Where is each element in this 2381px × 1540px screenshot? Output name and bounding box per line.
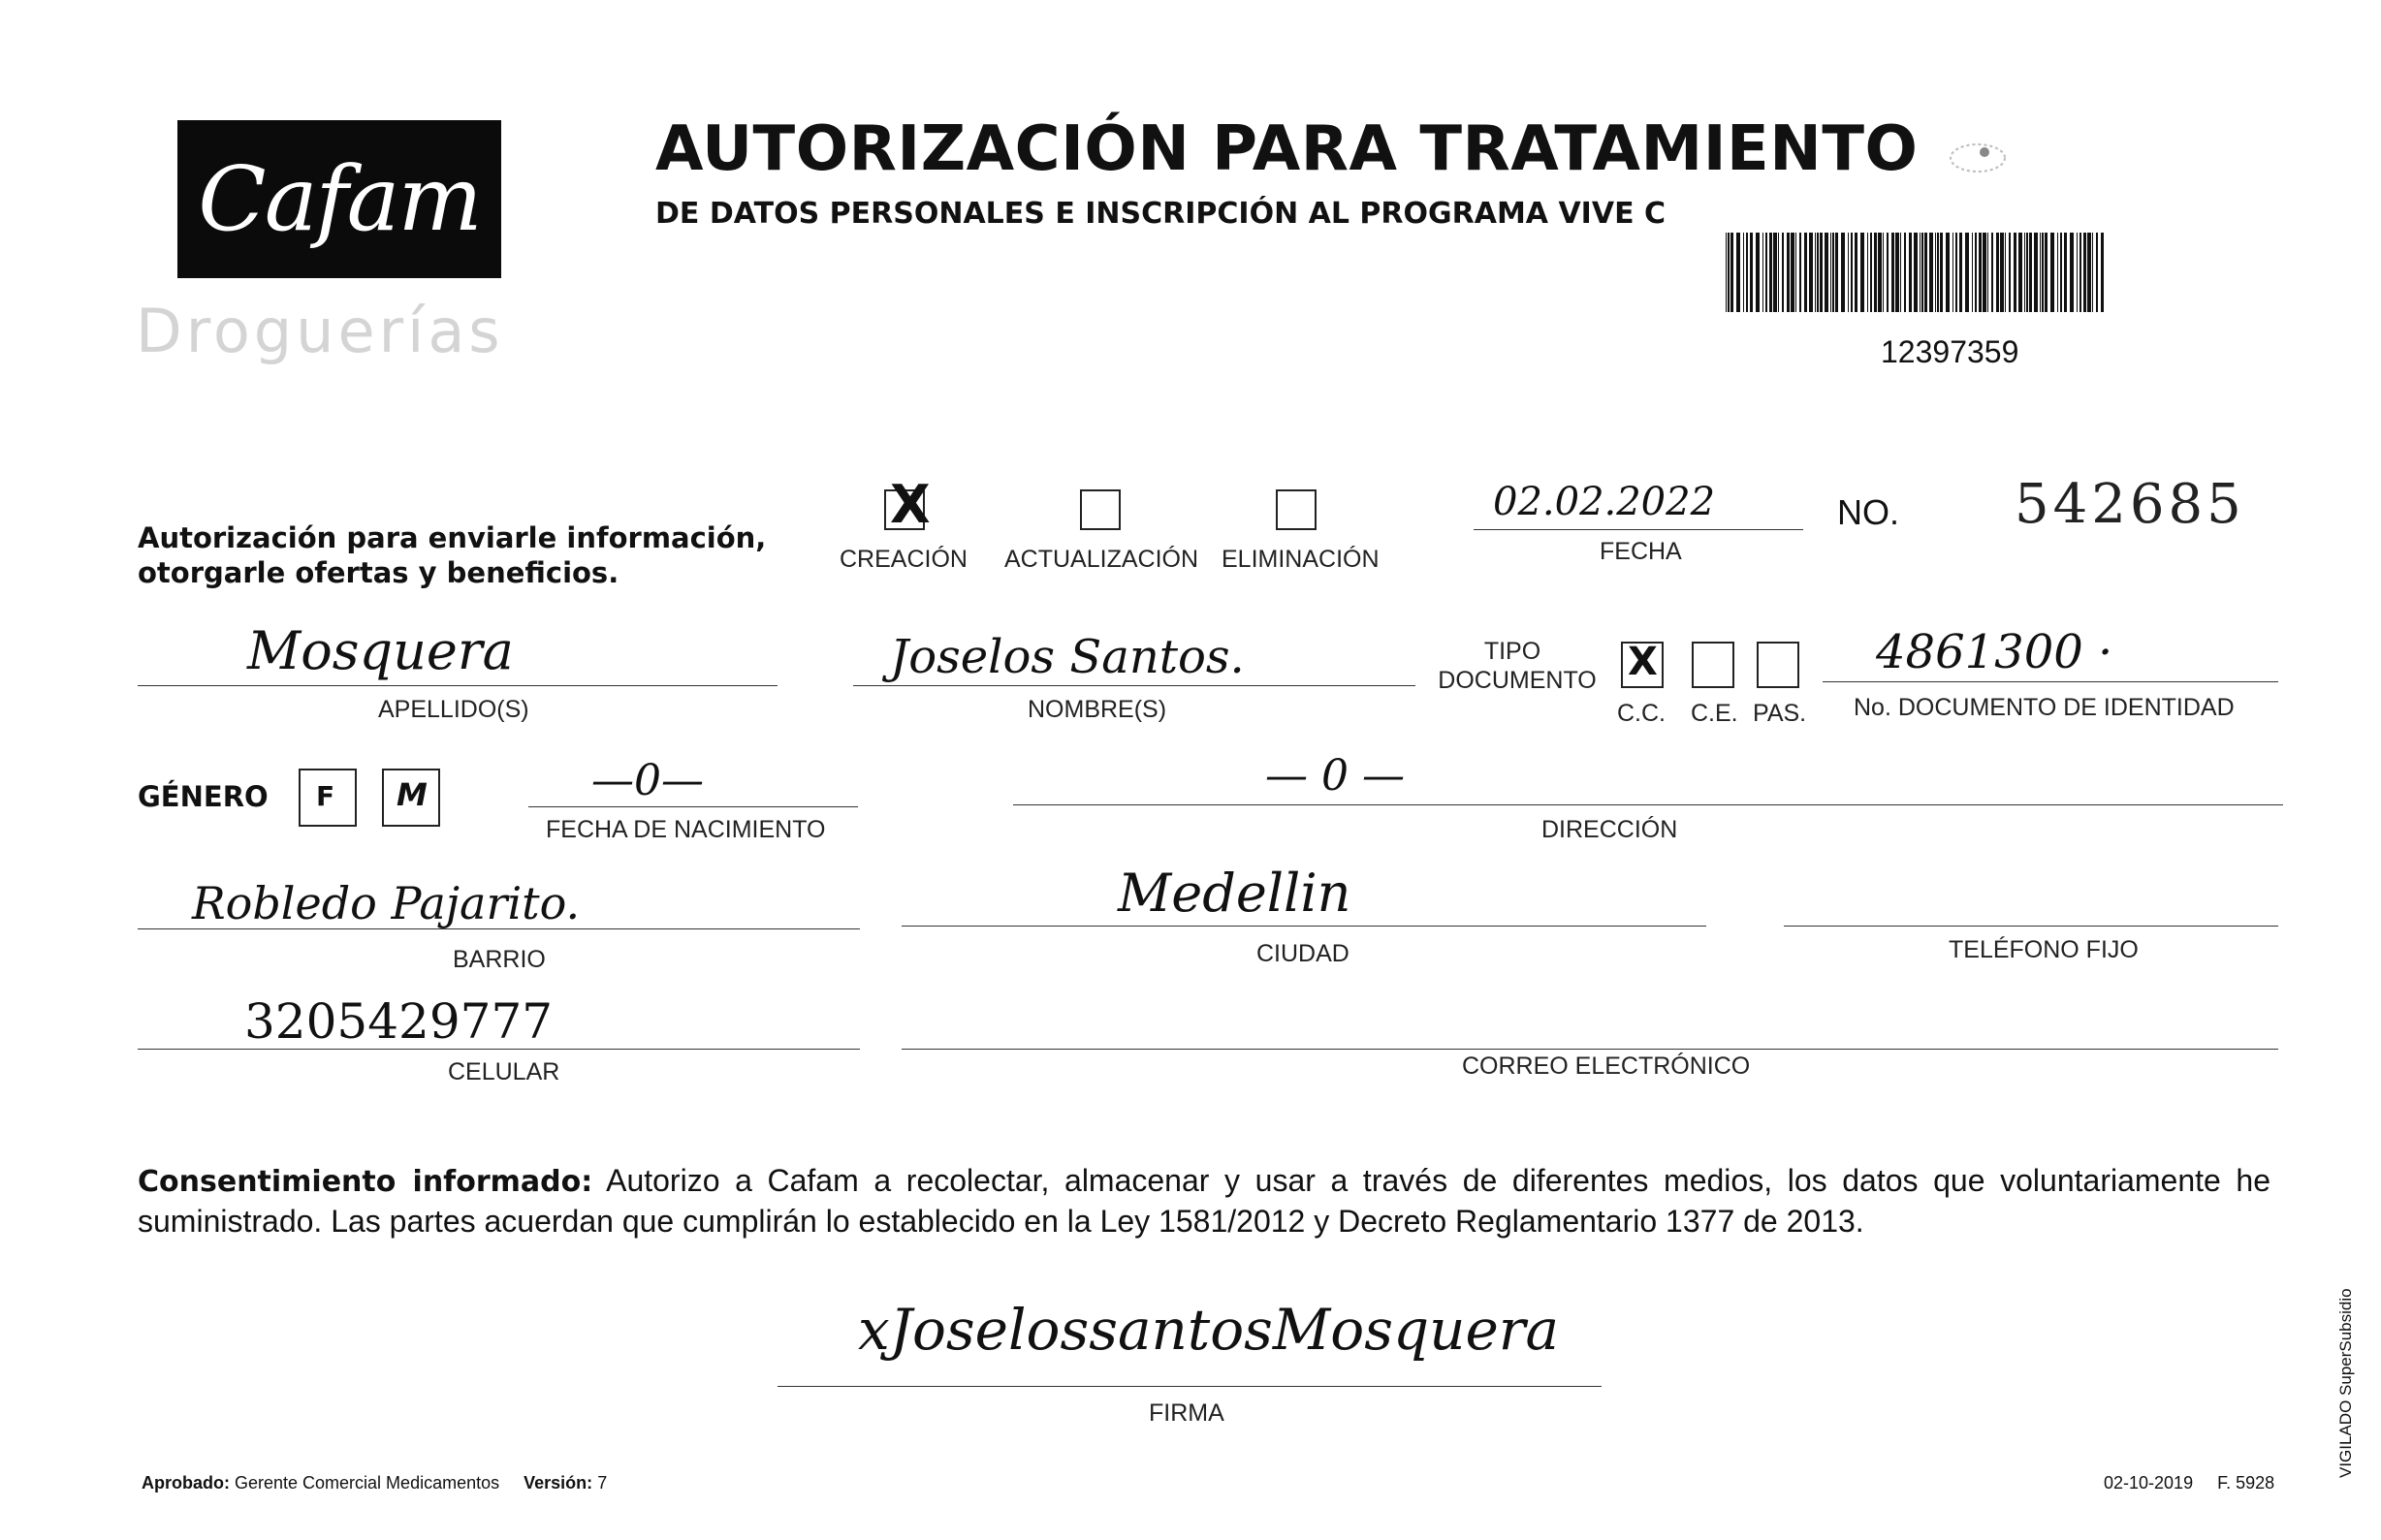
ciudad-line [902,926,1706,927]
direccion-value[interactable]: — 0 — [1265,751,1405,801]
nacimiento-label: FECHA DE NACIMIENTO [546,816,826,843]
genero-f-checkbox[interactable] [299,769,357,827]
version-value: 7 [597,1473,608,1493]
barrio-label: BARRIO [453,946,546,973]
cafam-logo [177,120,501,278]
nombres-label: NOMBRE(S) [1028,696,1167,723]
numero-label: NO. [1837,492,1900,532]
nacimiento-line [528,806,858,807]
ce-checkbox[interactable] [1692,642,1734,688]
vigilado-side-text: VIGILADO SuperSubsidio [2336,1288,2355,1478]
pas-label: PAS. [1753,700,1807,727]
eliminacion-checkbox[interactable] [1276,489,1317,530]
pas-checkbox[interactable] [1757,642,1799,688]
documento-value[interactable]: 4861300 · [1876,625,2113,679]
fecha-value[interactable]: 02.02.2022 [1493,480,1716,524]
footer-right [2104,1473,2274,1493]
barrio-line [138,928,860,929]
numero-value: 542685 [2015,473,2245,536]
actualizacion-label: ACTUALIZACIÓN [1004,546,1199,573]
telefono-line [1784,926,2278,927]
fecha-label: FECHA [1600,538,1682,565]
ciudad-label: CIUDAD [1256,940,1349,967]
correo-line [902,1049,2278,1050]
version-label: Versión: [524,1473,593,1493]
barcode-number: 12397359 [1881,334,2019,369]
documento-label: No. DOCUMENTO DE IDENTIDAD [1854,694,2235,721]
footer-code: F. 5928 [2217,1473,2275,1493]
apellidos-line [138,685,778,686]
celular-line [138,1049,860,1050]
genero-m-mark: M [397,776,428,813]
genero-label: GÉNERO [138,780,269,813]
nombres-value[interactable]: Joselos Santos. [890,630,1245,684]
documento-line [1823,681,2278,682]
firma-label: FIRMA [1149,1399,1224,1427]
cc-checkbox[interactable] [1621,642,1664,688]
apellidos-label: APELLIDO(S) [378,696,529,723]
direccion-line [1013,804,2283,805]
fecha-line [1474,529,1803,530]
consent-text: Autorizo a Cafam a recolectar, almacenar y usar a través de diferentes medios, los datos que voluntariamente he suministrado. Las partes acuerdan que cumplirán lo establecido en la Ley 1581/2012 y Decreto Reglamentario 1377 de 2013. [138,1163,2271,1239]
direccion-label: DIRECCIÓN [1541,816,1678,843]
barcode [1726,233,2104,312]
footer-date: 02-10-2019 [2104,1473,2194,1493]
creacion-checkbox[interactable] [884,474,931,535]
form-subtitle: DE DATOS PERSONALES E INSCRIPCIÓN AL PROGRAMA VIVE C [655,197,1667,231]
barrio-value[interactable]: Robledo Pajarito. [192,877,581,929]
firma-line [778,1386,1602,1387]
eliminacion-label: ELIMINACIÓN [1222,546,1380,573]
correo-label[interactable]: CORREO ELECTRÓNICO [1462,1053,1751,1080]
apellidos-value[interactable]: Mosquera [247,620,514,681]
cc-check-mark: X [1628,640,1658,684]
creacion-check-mark: X [890,474,931,535]
celular-label: CELULAR [448,1058,560,1085]
tipo-label-2: DOCUMENTO [1438,667,1597,694]
intro-line-1: Autorización para enviarle información, [138,521,767,554]
creacion-label: CREACIÓN [840,546,968,573]
aprobado-label: Aprobado: [142,1473,230,1493]
nombres-line [853,685,1415,686]
consent-paragraph [138,1161,2270,1241]
genero-m-checkbox[interactable] [382,769,440,827]
ce-label: C.E. [1691,700,1738,727]
ciudad-value[interactable]: Medellin [1118,863,1351,924]
form-title: AUTORIZACIÓN PARA TRATAMIENTO [655,113,1919,185]
consent-heading: Consentimiento informado: [138,1165,593,1199]
actualizacion-checkbox[interactable] [1080,489,1121,530]
firma-signature: xJoselossantosMosquera [858,1297,1560,1363]
intro-line-2: otorgarle ofertas y beneficios. [138,556,619,589]
logo-text: Cafam [198,147,481,251]
nacimiento-value[interactable]: —0— [591,756,704,805]
telefono-label[interactable]: TELÉFONO FIJO [1949,936,2139,963]
stamp-smudge [1934,131,2021,184]
logo-subtitle: Droguerías [136,296,504,366]
footer-left [142,1473,607,1493]
celular-value[interactable]: 3205429777 [244,993,554,1050]
tipo-label-1: TIPO [1483,638,1541,665]
genero-f-letter: F [316,780,335,812]
cc-label: C.C. [1617,700,1666,727]
aprobado-value: Gerente Comercial Medicamentos [235,1473,500,1493]
